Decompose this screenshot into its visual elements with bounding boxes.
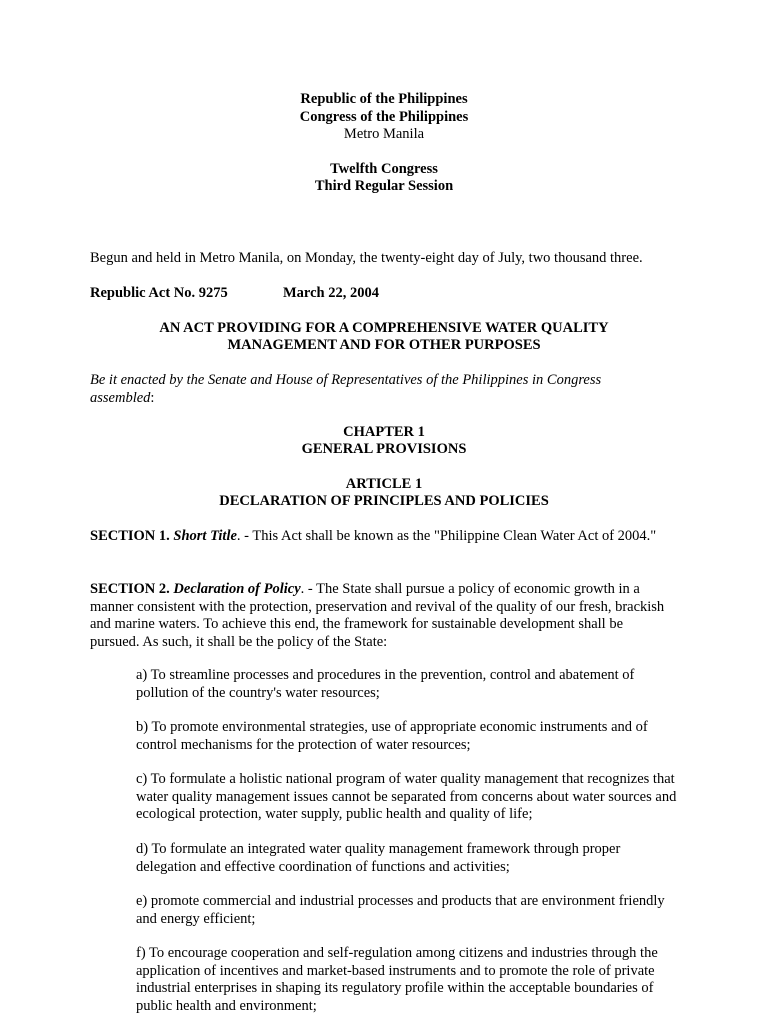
policy-item-b: b) To promote environmental strategies, use of appropriate economic instruments and of control mechanisms for the protection of water resources;	[136, 719, 648, 753]
chapter-number: CHAPTER 1	[343, 424, 425, 440]
act-date: March 22, 2004	[283, 285, 379, 301]
header-location: Metro Manila	[343, 126, 425, 142]
article-title: DECLARATION OF PRINCIPLES AND POLICIES	[219, 493, 549, 509]
section-1-label: SECTION 1.	[90, 528, 170, 544]
section-1-text: . - This Act shall be known as the "Philippine Clean Water Act of 2004."	[236, 528, 657, 544]
article-number: ARTICLE 1	[345, 476, 423, 492]
policy-item-d: d) To formulate an integrated water quality management framework through proper delegation and effective coordination of functions and activities;	[136, 841, 621, 875]
section-2-text: . - The State shall pursue a policy of economic growth in a manner consistent with the protection, preservation and revival of the quality of our fresh, brackish and marine waters. To achieve this end, the framework for sustainable development shall be pursued. As such, it shall be the policy of the State:	[90, 581, 665, 650]
section-2	[90, 581, 675, 651]
policy-item-e: e) promote commercial and industrial processes and products that are environment friendly and energy efficient;	[136, 893, 665, 927]
enacting-clause	[90, 372, 650, 407]
enacting-clause-punct: :	[150, 389, 155, 406]
policy-item-a: a) To streamline processes and procedures in the prevention, control and abatement of pollution of the country's water resources;	[136, 667, 635, 701]
section-1	[90, 528, 665, 546]
begun-statement: Begun and held in Metro Manila, on Monday, the twenty-eight day of July, two thousand three.	[90, 250, 643, 266]
section-1-heading: Short Title	[173, 528, 237, 544]
act-title-line2: MANAGEMENT AND FOR OTHER PURPOSES	[227, 337, 541, 353]
enacting-clause-text: Be it enacted by the Senate and House of Representatives of the Philippines in Congress assembled	[90, 372, 602, 406]
header-congress: Congress of the Philippines	[299, 109, 469, 125]
act-title-line1: AN ACT PROVIDING FOR A COMPREHENSIVE WATER QUALITY	[159, 320, 609, 336]
header-session: Third Regular Session	[314, 178, 454, 194]
chapter-title: GENERAL PROVISIONS	[301, 441, 467, 457]
header-republic: Republic of the Philippines	[300, 91, 468, 107]
section-2-label: SECTION 2.	[90, 581, 170, 597]
policy-item-f: f) To encourage cooperation and self-regulation among citizens and industries through the application of incentives and market-based instruments and to promote the role of private industrial enterprises in shaping its regulatory profile within the acceptable boundaries of public health and environment;	[136, 945, 658, 1014]
policy-item-c: c) To formulate a holistic national program of water quality management that recognizes that water quality management issues cannot be separated from concerns about water sources and ecological protection, water supply, public health and quality of life;	[136, 771, 677, 822]
section-2-heading: Declaration of Policy	[173, 581, 301, 597]
act-number: Republic Act No. 9275	[90, 285, 228, 301]
header-congress-number: Twelfth Congress	[330, 161, 438, 177]
